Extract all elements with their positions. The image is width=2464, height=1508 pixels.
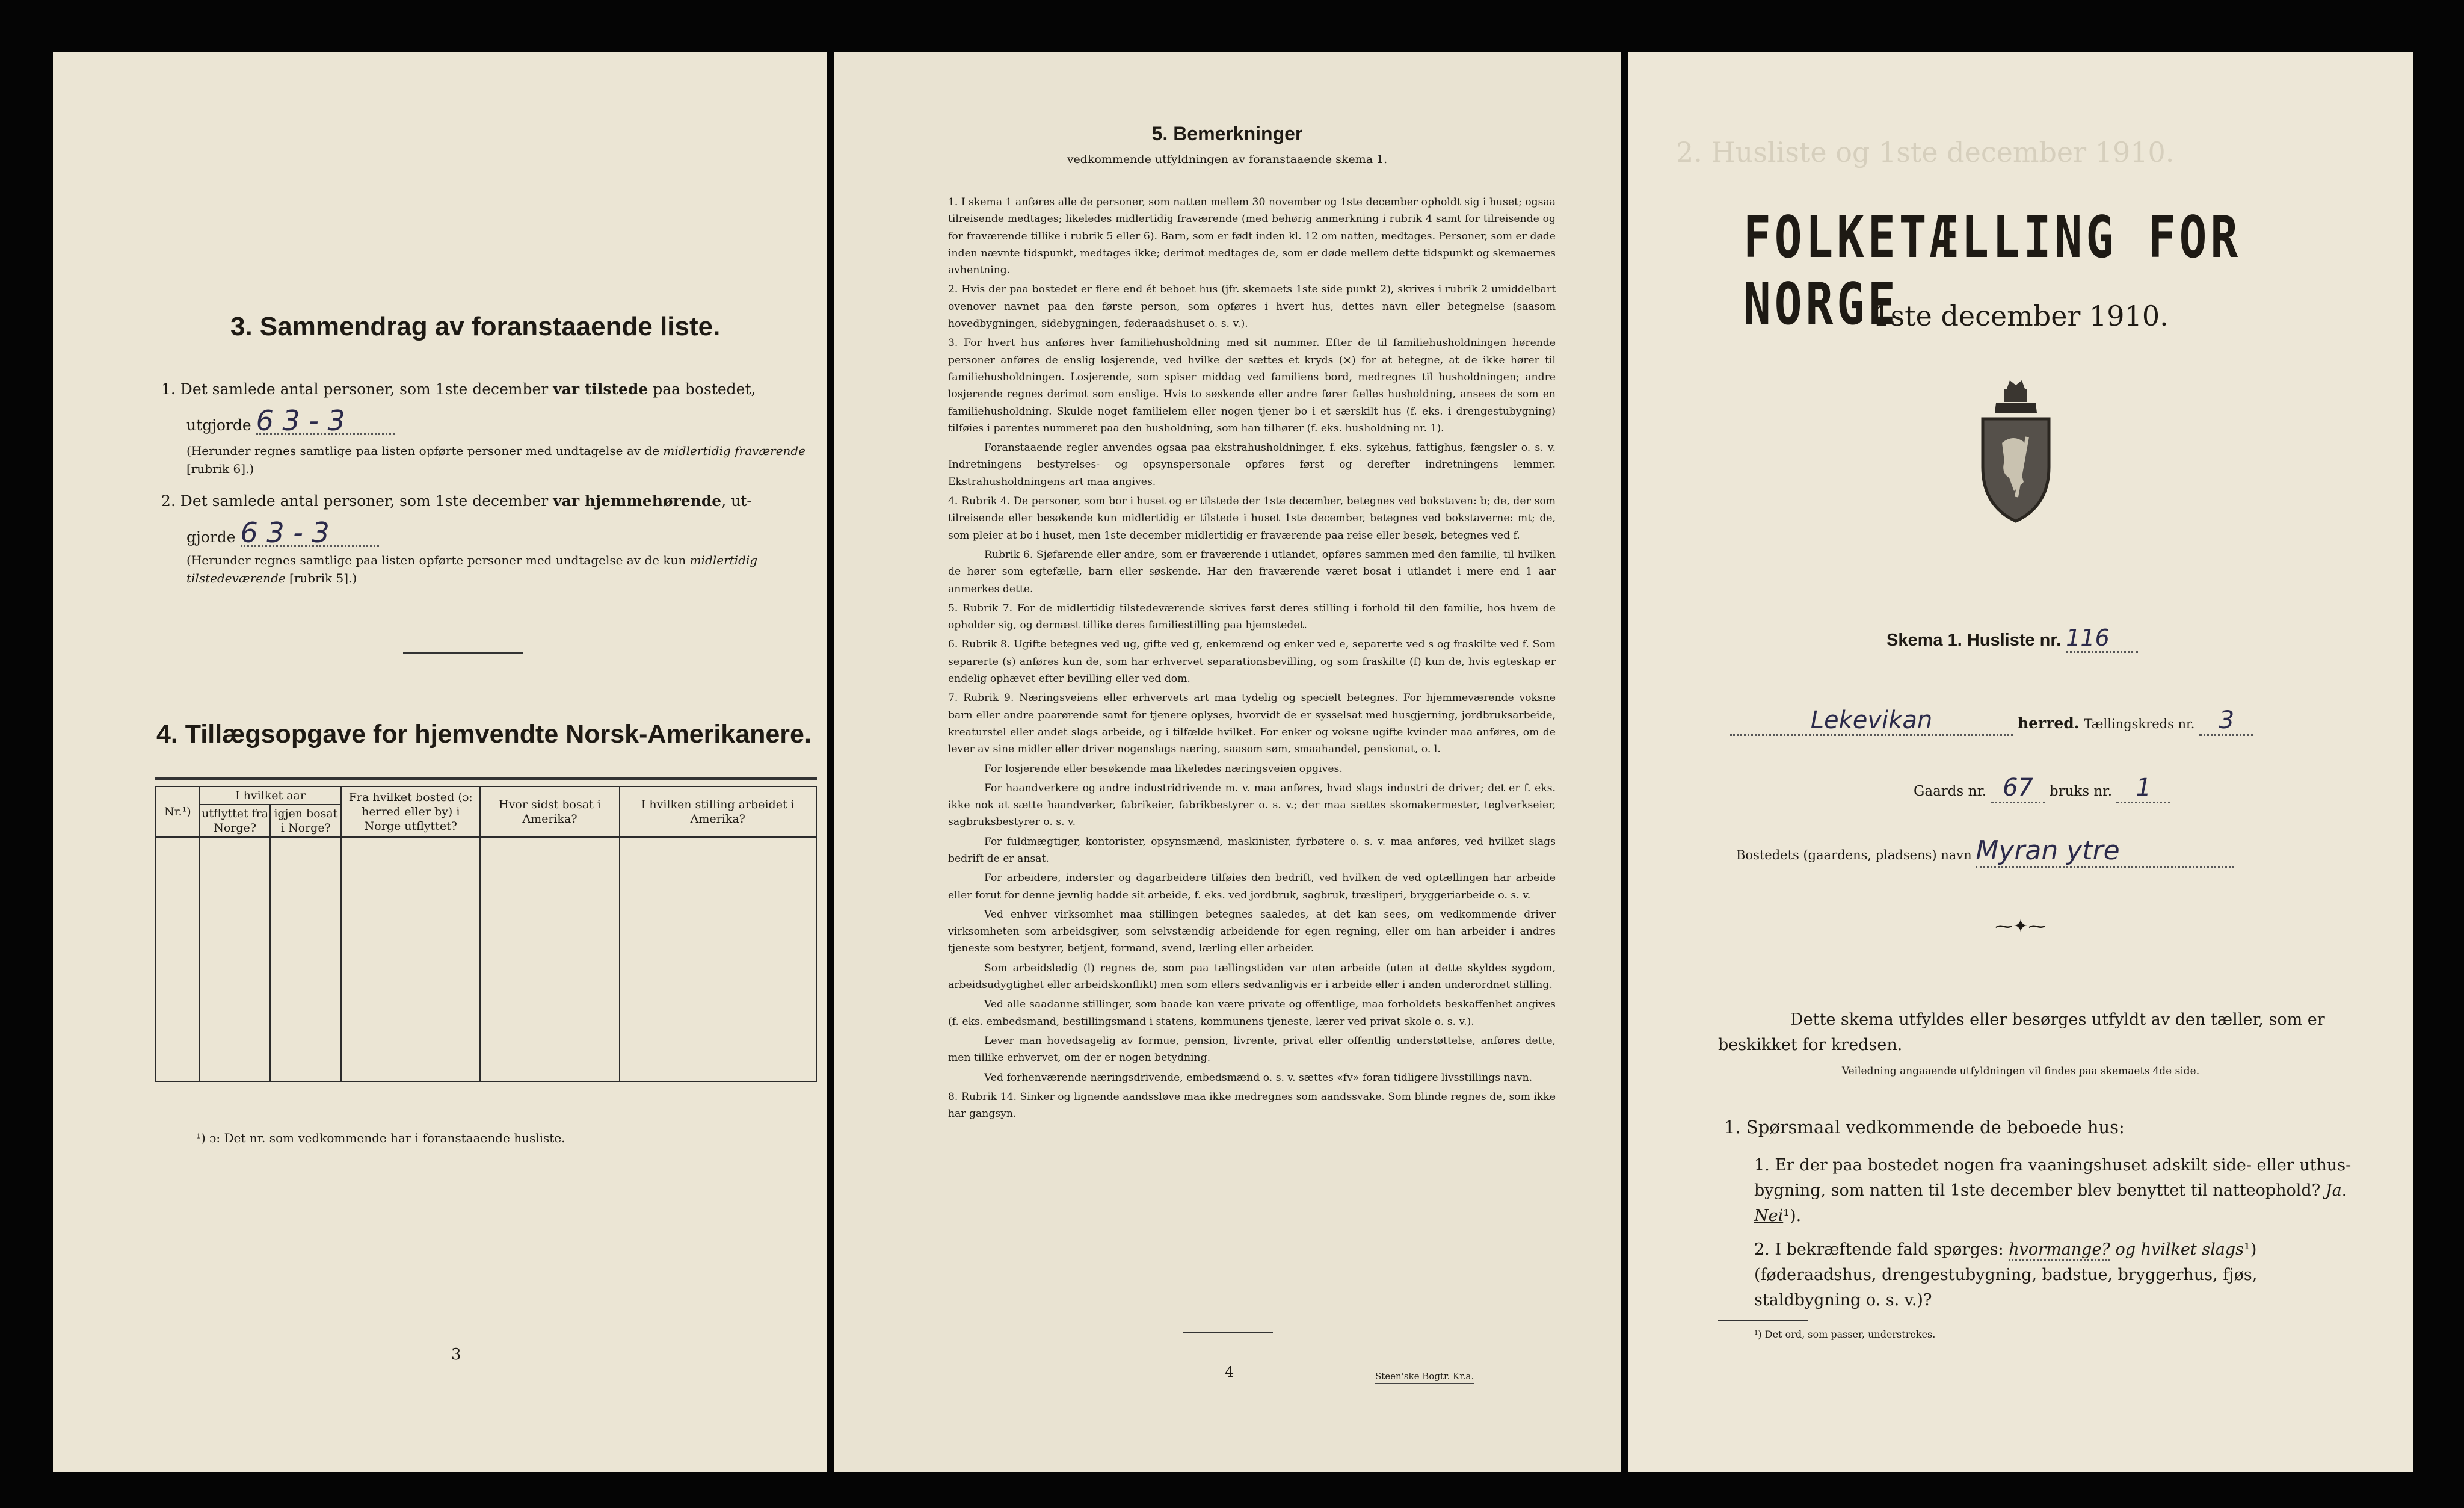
bemerkning-paragraph: 3. For hvert hus anføres hver familiehusholdning med sit nummer. Efter de til familiehusholdningen hørende personer anføres de enslig losjerende, ved hvilke der sættes et kryds (×) for at betegne, at de ikke hører til familiehusholdningen. Losjerende, som spiser middag ved familiens bord, medregnes til husholdningen; andre losjerende regnes derimot som enslige. Hvis to søskende eller andre fører fælles husholdning, ansees de som en familiehusholdning. Skulde noget familielem eller nogen tjener bo i et særskilt hus (f. eks. i drengestubygning) tilføies i parentes nummeret paa den husholdning, som han tilhører (f. eks. husholdning nr. 1). [948, 337, 1556, 434]
bosted-value: Myran ytre [1976, 835, 2234, 868]
bosted-row [1736, 835, 2234, 868]
item1-text-end: paa bostedet, [648, 380, 756, 398]
q1-nei: Nei [1754, 1207, 1784, 1225]
page-number-4: 4 [1225, 1364, 1234, 1380]
bemerkning-paragraph: Ved enhver virksomhet maa stillingen betegnes saaledes, at det kan sees, om vedkommende driver virksomheten som arbeidsgiver, som selvstændig arbeidende for egen regning, eller om han arbeider i andres tjeneste som bestyrer, betjent, formand, svend, lærling eller arbeider. [948, 908, 1556, 955]
item2-handwritten-value: 6 3 - 3 [241, 520, 379, 547]
item1-handwritten-value: 6 3 - 3 [256, 408, 395, 435]
herred-row [1730, 706, 2253, 736]
item1-note-italic: midlertidig fraværende [663, 443, 806, 458]
summary-item-2 [161, 489, 823, 514]
item1-bold: var tilstede [553, 380, 648, 398]
item1-note [186, 442, 824, 478]
page-left [53, 52, 827, 1472]
item2-bold: var hjemmehørende [553, 492, 722, 510]
bleed-through-text: 2. Husliste og 1ste december 1910. [1676, 136, 2175, 168]
bemerkninger-title: 5. Bemerkninger [1151, 123, 1303, 144]
bemerkninger-body [948, 194, 1556, 1125]
husliste-nr: 116 [2066, 625, 2138, 653]
cell [480, 837, 619, 1081]
q2-rest: (føderaadshus, drengestubygning, badstue, bryggerhus, fjøs, staldbygning o. s. v.)? [1754, 1265, 2258, 1309]
table-footnote: ¹) ɔ: Det nr. som vedkommende har i foranstaaende husliste. [196, 1131, 565, 1145]
ornament-divider-icon: ⁓✦⁓ [1995, 916, 2047, 937]
skema-label [1886, 625, 2138, 653]
bemerkning-paragraph: Foranstaaende regler anvendes ogsaa paa ekstrahusholdninger, f. eks. sykehus, fattighus, fængsler o. s. v. Indretningens bestyrelses- og opsynspersonale opføres først og derefter indretningens lemmer. Ekstrahusholdningens art maa angives. [948, 442, 1556, 488]
intro-small: Veiledning angaaende utfyldningen vil findes paa skemaets 4de side. [1841, 1065, 2200, 1077]
bemerkning-paragraph: 5. Rubrik 7. For de midlertidig tilstedeværende skrives først deres stilling i forhold til den familie, hos hvem de opholder sig, og dernæst tillike deres familiestilling paa hjemstedet. [948, 602, 1556, 632]
col-stilling: I hvilken stilling arbeidet i Amerika? [620, 786, 816, 837]
census-title: FOLKETÆLLING FOR NORGE [1743, 203, 2242, 338]
bruks-value: 1 [2116, 774, 2170, 803]
section3-title: 3. Sammendrag av foranstaaende liste. [230, 312, 721, 341]
bemerkning-paragraph: For fuldmægtiger, kontorister, opsynsmænd, maskinister, fyrbøtere o. s. v. maa anføres, ved hvilket slags bedrift de er ansat. [948, 835, 1556, 865]
bemerkninger-subtitle: vedkommende utfyldningen av foranstaaende skema 1. [1067, 153, 1388, 166]
q1-text: 1. Er der paa bostedet nogen fra vaaningshuset adskilt side- eller uthus-bygning, som natten til 1ste december blev benyttet til natteophold? [1754, 1156, 2352, 1200]
item2-note-end: [rubrik 5].) [285, 571, 357, 586]
census-date: 1ste december 1910. [1873, 300, 2169, 332]
divider [1183, 1332, 1273, 1333]
bemerkning-paragraph: Rubrik 6. Sjøfarende eller andre, som er fraværende i utlandet, opføres sammen med den familie, til hvilken de hører som egtefælle, barn eller søskende. Har den fraværende været bosat i utlandet i mere end 1 aar anmerkes dette. [948, 548, 1556, 595]
table-top-rule [155, 777, 817, 780]
bemerkning-paragraph: 2. Hvis der paa bostedet er flere end ét beboet hus (jfr. skemaets 1ste side punkt 2), skrives i rubrik 2 umiddelbart ovenover navnet paa den første person, som opføres i hvert hus, dettes navn eller betegnelse (saasom hovedbygningen, sidebygningen, føderaadshuset o. s. v.). [948, 283, 1556, 330]
item2-note-italic: midlertidig tilstedeværende [186, 553, 758, 586]
page-number-3: 3 [451, 1346, 461, 1364]
bemerkning-paragraph: For losjerende eller besøkende maa likeledes næringsveien opgives. [984, 762, 1343, 775]
item2-note-text: (Herunder regnes samtlige paa listen opførte personer med undtagelse av de kun [186, 553, 690, 567]
bemerkning-paragraph: 8. Rubrik 14. Sinker og lignende aandssløve maa ikke medregnes som aandssvake. Som blinde regnes de, som ikke har gangsyn. [948, 1090, 1556, 1120]
cell [270, 837, 341, 1081]
bemerkning-paragraph: For haandverkere og andre industridrivende m. v. maa anføres, hvad slags industri de driver; det er f. eks. ikke nok at sætte haandverker, fabrikeier, fabrikbestyrer o. s. v.; der maa sættes skomakermester, teglverkseier, sagbruksbestyrer o. s. v. [948, 782, 1556, 829]
col-hvor-bosat: Hvor sidst bosat i Amerika? [480, 786, 619, 837]
bemerkning-paragraph: Lever man hovedsagelig av formue, pension, livrente, privat eller offentlig understøttelse, anføres dette, men tillike erhvervet, om der er nogen betydning. [948, 1034, 1556, 1065]
item2-note [186, 551, 824, 587]
bruks-label: bruks nr. [2049, 783, 2113, 799]
page-right [1628, 52, 2413, 1472]
bemerkning-paragraph: For arbeidere, inderster og dagarbeidere tilføies den bedrift, ved hvilken de ved optællingen har arbeide eller forut for denne jevnlig hadde sit arbeide, f. eks. ved jordbruk, sagbruk, træsliperi, bryggeriarbeide o. s. v. [948, 872, 1556, 901]
herred-label: herred. [2017, 714, 2080, 732]
bemerkning-paragraph: 4. Rubrik 4. De personer, som bor i huset og er tilstede der 1ste december, betegnes ved bokstaven: b; de, der som tilreisende eller besøkende kun midlertidig er tilstede i huset 1ste december, betegnes ved bokstaverne: mt; de, som pleier at bo i huset, men 1ste december midlertidig er fraværende paa reise eller besøk, betegnes ved f. [948, 495, 1556, 542]
summary-item-1 [161, 377, 823, 402]
divider [403, 652, 523, 654]
cell [156, 837, 200, 1081]
q2-text: 2. I bekræftende fald spørges: [1754, 1240, 2004, 1259]
item2-text-end: , ut- [721, 492, 752, 510]
section4-title: 4. Tillægsopgave for hjemvendte Norsk-Amerikanere. [156, 720, 812, 749]
col-nr: Nr.¹) [156, 786, 200, 837]
item1-utgjorde [186, 404, 395, 438]
krets-label: Tællingskreds nr. [2084, 717, 2195, 731]
cell [341, 837, 480, 1081]
coat-of-arms-icon [1965, 377, 2067, 527]
q2-mark: ¹) [2244, 1240, 2257, 1259]
gaards-label: Gaards nr. [1914, 783, 1987, 799]
item1-utgjorde-label: utgjorde [186, 416, 251, 434]
item2-gjorde [186, 516, 379, 550]
bemerkning-paragraph: 6. Rubrik 8. Ugifte betegnes ved ug, gifte ved g, enkemænd og enker ved e, separerte ved s og fraskilte ved f. Som separerte (s) anføres kun de, som har erhvervet separationsbevilling, og som fraskilte (f) kun de, hvis egteskap er endelig ophævet efter bevilling eller ved dom. [948, 638, 1556, 685]
bemerkning-paragraph: 7. Rubrik 9. Næringsveiens eller erhvervets art maa tydelig og specielt betegnes. For hjemmeværende voksne barn eller andre paarørende samt for tjenere oplyses, hvorvidt de er sysselsat med husgjerning, jordbruksarbeide, kreaturstel eller andet slags arbeide, og i tilfælde hvilket. For enker og voksne ugifte kvinder maa anføres, om de lever av sine midler eller driver nogenslags næring, saasom søm, smaahandel, pensionat, o. l. [948, 692, 1556, 756]
col-group-hvilket-aar: I hvilket aar [200, 786, 341, 805]
item2-text: 2. Det samlede antal personer, som 1ste december [161, 492, 553, 510]
page3-footnote: ¹) Det ord, som passer, understrekes. [1754, 1329, 1936, 1340]
question-1 [1754, 1153, 2356, 1229]
intro-text: Dette skema utfyldes eller besørges utfyldt av den tæller, som er beskikket for kredsen. [1718, 1010, 2325, 1054]
footnote-rule [1718, 1320, 1808, 1321]
table-body [156, 837, 816, 1081]
cell [620, 837, 816, 1081]
gaard-row [1914, 774, 2170, 803]
col-igjen-bosat: igjen bosat i Norge? [270, 805, 341, 837]
q1-end: ¹). [1783, 1207, 1802, 1225]
questions-heading: 1. Spørsmaal vedkommende de beboede hus: [1724, 1117, 2125, 1137]
krets-value: 3 [2199, 706, 2253, 736]
item1-note-text: (Herunder regnes samtlige paa listen opførte personer med undtagelse av de [186, 443, 664, 458]
printer-mark: Steen'ske Bogtr. Kr.a. [1375, 1371, 1474, 1384]
gaards-value: 67 [1991, 774, 2045, 803]
herred-value: Lekevikan [1730, 706, 2013, 736]
bemerkning-paragraph: Som arbeidsledig (l) regnes de, som paa tællingstiden var uten arbeide (uten at dette skyldes sygdom, arbeidsudygtighet eller arbeidskonflikt) men som ellers sedvanligvis er i arbeide eller i anden underordnet stilling. [948, 962, 1556, 992]
bemerkning-paragraph: Ved alle saadanne stillinger, som baade kan være private og offentlige, maa forholdets beskaffenhet angives (f. eks. embedsmand, bestillingsmand i statens, kommunens tjeneste, lærer ved privat skole o. s. v.). [948, 998, 1556, 1028]
item2-gjorde-label: gjorde [186, 528, 236, 546]
page-middle [834, 52, 1621, 1472]
col-utflyttet: utflyttet fra Norge? [200, 805, 271, 837]
q2-hvilket-slags: og hvilket slags [2115, 1240, 2244, 1259]
question-2 [1754, 1237, 2356, 1313]
item1-text: 1. Det samlede antal personer, som 1ste december [161, 380, 553, 398]
norsk-amerikanere-table [155, 786, 817, 1082]
bemerkning-paragraph: Ved forhenværende næringsdrivende, embedsmænd o. s. v. sættes «fv» foran tidligere livsstillings navn. [984, 1071, 1533, 1084]
item1-note-end: [rubrik 6].) [186, 462, 254, 476]
bemerkning-paragraph: 1. I skema 1 anføres alle de personer, som natten mellem 30 november og 1ste december opholdt sig i huset; ogsaa tilreisende medtages; likeledes midlertidig fraværende (med behørig anmerkning i rubrik 4 samt for tilreisende og for fraværende tillike i rubrik 5 eller 6). Barn, som er født inden kl. 12 om natten, medtages. Personer, som er døde inden nævnte tidspunkt, medtages ikke; derimot medtages de, som er døde mellem dette tidspunkt og skemaernes avhentning. [948, 196, 1556, 277]
q1-ja: Ja. [2325, 1181, 2347, 1200]
bosted-label: Bostedets (gaardens, pladsens) navn [1736, 848, 1972, 862]
cell [200, 837, 271, 1081]
skema-label-text: Skema 1. Husliste nr. [1886, 631, 2062, 650]
col-fra-bosted: Fra hvilket bosted (ɔ: herred eller by) i Norge utflyttet? [341, 786, 480, 837]
q2-hvormange: hvormange? [2009, 1240, 2110, 1261]
